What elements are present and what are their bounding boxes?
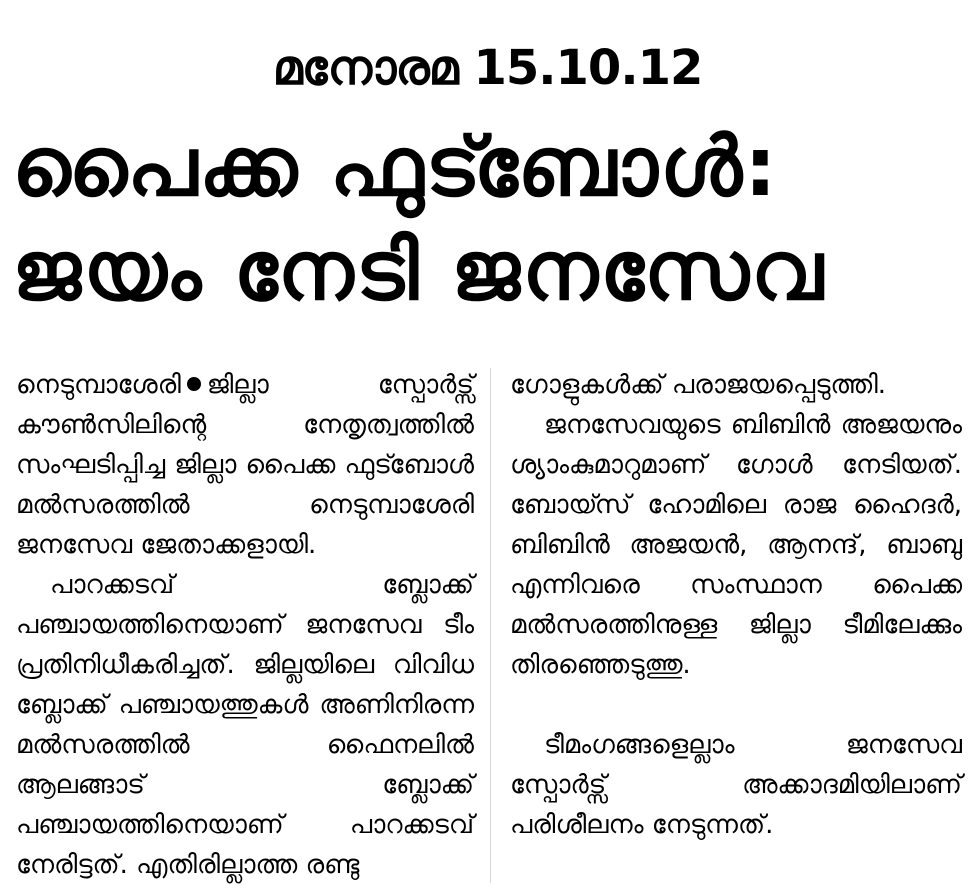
article-paragraph: ഗോളുകൾക്ക് പരാജയപ്പെടുത്തി. — [510, 370, 887, 400]
bullet-icon — [187, 377, 201, 391]
paragraph-text: ജില്ലാ സ്പോർട്സ് കൗൺസിലിന്റെ നേതൃത്വത്തിൽ സംഘടിപ്പിച്ച ജില്ലാ പൈക്ക ഫുട്ബോൾ മൽസരത്തിൽ നെടുമ്പാശേരി ജനസേവ ജേതാക്കളായി. — [16, 370, 474, 560]
article-paragraph: ടീമംഗങ്ങളെല്ലാം ജനസേവ സ്പോർട്സ് അക്കാദമിയിലാണ് പരിശീലനം നേടുന്നത്. — [510, 730, 962, 840]
article-column-left — [16, 365, 474, 885]
column-divider — [490, 368, 491, 883]
article-paragraph: ജനസേവയുടെ ബിബിൻ അജയനും ശ്യാംകുമാറുമാണ് ഗോൾ നേടിയത്. ബോയ്സ് ഹോമിലെ രാജ ഹൈദർ, ബിബിൻ അജയൻ, ആനന്ദ്, ബാബു എന്നിവരെ സംസ്ഥാന പൈക്ക മൽസരത്തിനുള്ള ജില്ലാ ടീമിലേക്കും തിരഞ്ഞെടുത്തു. — [510, 410, 962, 680]
dateline: നെടുമ്പാശേരി — [16, 370, 181, 400]
headline-line-1: പൈക്ക ഫുട്ബോൾ: — [12, 120, 779, 215]
article-paragraph — [16, 365, 474, 565]
article-column-right — [510, 365, 962, 845]
source-date-line: മനോരമ 15.10.12 — [272, 40, 703, 96]
headline-line-2: ജയം നേടി ജനസേവ — [12, 224, 826, 319]
article-paragraph: പാറക്കടവ് ബ്ലോക്ക് പഞ്ചായത്തിനെയാണ് ജനസേവ ടീം പ്രതിനിധീകരിച്ചത്. ജില്ലയിലെ വിവിധ ബ്ലോക്ക് പഞ്ചായത്തുകൾ അണിനിരന്ന മൽസരത്തിൽ ഫൈനലിൽ ആലങ്ങാട് ബ്ലോക്ക് പഞ്ചായത്തിനെയാണ് പാറക്കടവ് നേരിട്ടത്. എതിരില്ലാത്ത രണ്ടു — [16, 570, 474, 880]
